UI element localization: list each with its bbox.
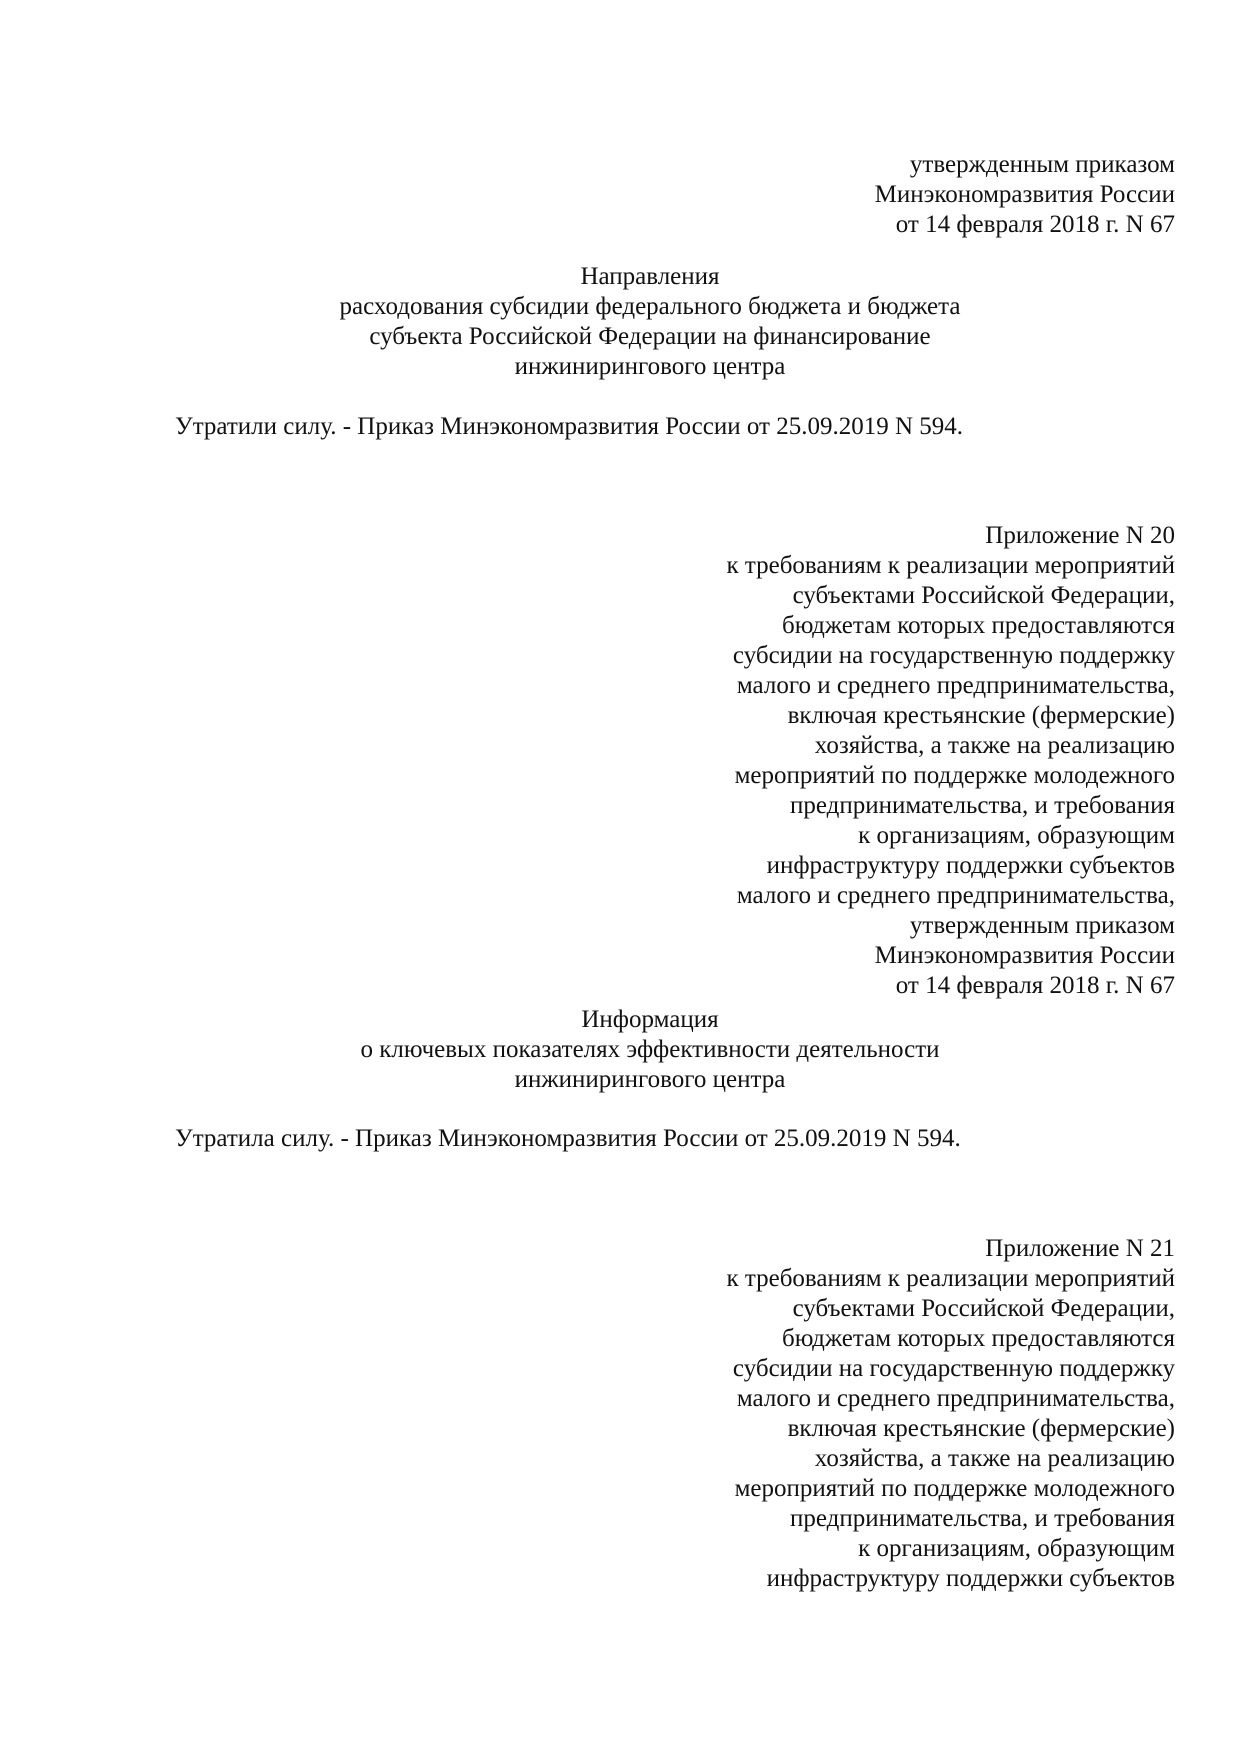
section1-title-line: субъекта Российской Федерации на финансирование (369, 323, 931, 350)
appendix21-line: хозяйства, а также на реализацию (814, 1445, 1175, 1472)
appendix20-line: предпринимательства, и требования (790, 792, 1175, 819)
appendix21-line: субсидии на государственную поддержку (732, 1355, 1175, 1382)
appendix20-line: к организациям, образующим (858, 822, 1175, 849)
appendix20-line: субсидии на государственную поддержку (732, 642, 1175, 669)
section2-title-line: Информация (581, 1006, 719, 1033)
appendix20-line: мероприятий по поддержке молодежного (734, 762, 1175, 789)
appendix20-line: от 14 февраля 2018 г. N 67 (895, 972, 1175, 999)
appendix20-line: малого и среднего предпринимательства, (736, 672, 1175, 699)
appendix21-line: бюджетам которых предоставляются (781, 1325, 1175, 1352)
appendix21-number: Приложение N 21 (985, 1235, 1175, 1262)
appendix20-heading (726, 521, 1175, 1001)
appendix20-line: включая крестьянские (фермерские) (787, 702, 1175, 729)
section2-repeal-status: Утратила силу. - Приказ Минэкономразвития России от 25.09.2019 N 594. (175, 1125, 961, 1152)
appendix21-heading (726, 1234, 1175, 1594)
appendix20-line: утвержденным приказом (909, 912, 1175, 939)
appendix21-line: к организациям, образующим (858, 1535, 1175, 1562)
header-approval-block (875, 150, 1175, 240)
approval-line: утвержденным приказом (909, 151, 1175, 178)
section1-title-line: расходования субсидии федерального бюджета и бюджета (339, 293, 961, 320)
appendix20-line: инфраструктуру поддержки субъектов (766, 852, 1175, 879)
appendix20-line: хозяйства, а также на реализацию (814, 732, 1175, 759)
approval-line: от 14 февраля 2018 г. N 67 (895, 211, 1175, 238)
appendix20-line: к требованиям к реализации мероприятий (726, 552, 1175, 579)
appendix21-line: включая крестьянские (фермерские) (787, 1415, 1175, 1442)
approval-line: Минэкономразвития России (874, 181, 1175, 208)
section2-title (0, 1005, 1240, 1095)
appendix20-line: субъектами Российской Федерации, (792, 582, 1175, 609)
section1-title (0, 262, 1240, 382)
appendix21-line: малого и среднего предпринимательства, (736, 1385, 1175, 1412)
appendix21-line: к требованиям к реализации мероприятий (726, 1265, 1175, 1292)
section2-title-line: инжинирингового центра (514, 1066, 786, 1093)
appendix20-line: Минэкономразвития России (874, 942, 1175, 969)
appendix21-line: мероприятий по поддержке молодежного (734, 1475, 1175, 1502)
section1-repeal-status: Утратили силу. - Приказ Минэкономразвития России от 25.09.2019 N 594. (175, 413, 964, 440)
appendix21-line: субъектами Российской Федерации, (792, 1295, 1175, 1322)
section2-title-line: о ключевых показателях эффективности деятельности (360, 1036, 940, 1063)
section1-title-line: инжинирингового центра (514, 353, 786, 380)
appendix20-line: малого и среднего предпринимательства, (736, 882, 1175, 909)
appendix21-line: инфраструктуру поддержки субъектов (766, 1565, 1175, 1592)
section1-title-line: Направления (580, 263, 720, 290)
appendix21-line: предпринимательства, и требования (790, 1505, 1175, 1532)
appendix20-number: Приложение N 20 (985, 522, 1175, 549)
appendix20-line: бюджетам которых предоставляются (781, 612, 1175, 639)
